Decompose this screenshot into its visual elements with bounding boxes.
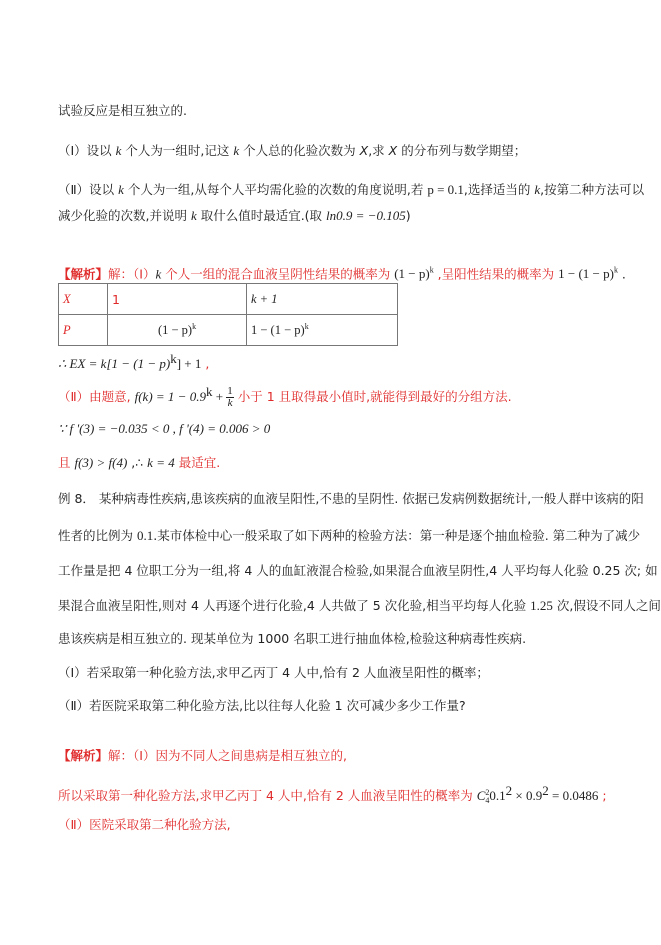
example-8-line-5 [58, 631, 526, 647]
math: f(k) = 1 − 0.9 [134, 389, 206, 405]
text: ,∴ [127, 455, 148, 470]
text: ,求 [368, 143, 389, 158]
text: 取什么值时最适宜.(取 [196, 208, 327, 223]
math: p = 0.1 [427, 182, 464, 197]
math: ] + 1 [176, 356, 202, 372]
superscript: 2 [485, 787, 490, 797]
exponent: k [613, 266, 618, 275]
math: k [233, 143, 240, 158]
math: k [534, 182, 541, 197]
solution-8-line-3 [58, 817, 231, 833]
math: k [190, 208, 197, 223]
denominator: k [227, 397, 233, 410]
text: ) [405, 208, 411, 223]
text: ,呈阳性结果的概率为 [433, 266, 559, 282]
table-cell [108, 315, 247, 346]
exponent: 2 [542, 783, 549, 798]
text: 个人为一组时,记这 [121, 143, 234, 158]
text: 减少化验的次数,并说明 [58, 208, 191, 223]
math: k [118, 182, 124, 197]
table-cell [247, 315, 398, 346]
expectation-line [58, 351, 209, 372]
table-row [59, 284, 398, 315]
solution-8-line-2 [58, 783, 607, 805]
text: （Ⅱ）若医院采取第二种化验方法,比以往每人化验 1 次可减少多少工作量? [58, 698, 466, 713]
text: 最适宜. [174, 455, 221, 470]
subscript: 4 [485, 795, 490, 805]
text: （Ⅰ）若采取第一种化验方法,求甲乙丙丁 4 人中,恰有 2 人血液呈阳性的概率； [58, 665, 489, 680]
text: 小于 1 且取得最小值时,就能得到最好的分组方法. [233, 389, 512, 405]
exponent: 2 [505, 783, 513, 798]
table-cell: X [59, 284, 108, 315]
table-row [59, 315, 398, 346]
math: X [359, 143, 369, 158]
text: 且 [58, 455, 75, 470]
math: 1.25 [530, 598, 553, 613]
text: （Ⅰ）设以 [58, 143, 116, 158]
line-text: 试验反应是相互独立的. [58, 103, 187, 118]
math: C [476, 788, 486, 804]
text: ; [598, 788, 607, 804]
answer-1-intro [58, 263, 626, 282]
exponent: k [192, 321, 197, 331]
text: （Ⅱ）由题意, [58, 389, 135, 405]
math-expr: 1 − (1 − p) [251, 323, 305, 338]
math: 0.1 [489, 788, 506, 804]
math: X [388, 143, 398, 158]
example-8-line-2 [58, 528, 640, 544]
question-part-1 [58, 143, 526, 159]
math: 0.1 [136, 528, 154, 543]
math: ln0.9 = −0.105 [326, 208, 406, 223]
exponent: k [429, 266, 434, 275]
text: 所以采取第一种化验方法,求甲乙丙丁 4 人中,恰有 2 人血液呈阳性的概率为 [58, 788, 477, 804]
text: 次,假设不同人之间 [552, 598, 661, 613]
text: 个人为一组,从每个人平均需化验的次数的角度说明,若 [123, 182, 428, 197]
text: 患该疾病是相互独立的. 现某单位为 1000 名职工进行抽血体检,检验这种病毒性疾病. [58, 631, 527, 646]
solution-8-line-1 [58, 748, 347, 764]
exponent: k [170, 351, 177, 366]
text: ,选择适当的 [463, 182, 535, 197]
text: 性者的比例为 [58, 528, 137, 543]
text: 的分布列与数学期望； [397, 143, 527, 158]
text: 个人总的化验次数为 [239, 143, 360, 158]
because-line [58, 421, 270, 437]
math: k = 4 [147, 455, 175, 470]
math [558, 266, 618, 281]
math-expr: (1 − p) [157, 323, 193, 338]
text: 解：（Ⅰ）因为不同人之间患病是相互独立的, [108, 748, 347, 763]
conclusion-line [58, 455, 220, 471]
math [394, 266, 434, 281]
question-8-part-2 [58, 698, 466, 714]
text: 工作量是把 4 位职工分为一组,将 4 人的血缸液混合检验,如果混合血液呈阴性,4 人平均每人化验 0.25 次; 如 [58, 563, 658, 578]
text: ,按第二种方法可以 [540, 182, 645, 197]
math: f(3) > f(4) [74, 455, 128, 470]
math: k [115, 143, 122, 158]
exponent: k [304, 321, 309, 331]
table-cell: k + 1 [247, 284, 398, 315]
answer-tag: 【解析】 [58, 748, 109, 763]
math: ∴ EX = k[1 − (1 − p) [58, 356, 171, 372]
text: .某市体检中心一般采取了如下两种的检验方法：第一种是逐个抽血检验. 第二种为了减少 [153, 528, 641, 543]
distribution-table [58, 283, 398, 346]
text: , [201, 356, 210, 372]
text-line-1 [58, 103, 187, 119]
question-part-2 [58, 182, 644, 198]
answer-tag: 【解析】 [58, 266, 109, 282]
math-expr: 1 − (1 − p) [558, 266, 614, 282]
math: = 0.0486 [548, 788, 599, 804]
numerator: 1 [227, 385, 233, 398]
math-expr: (1 − p) [394, 266, 430, 282]
math: ∵ f '(3) = −0.035 < 0 , f '(4) = 0.006 > 0 [58, 421, 271, 436]
text: （Ⅱ）医院采取第二种化验方法, [58, 817, 231, 832]
math: × 0.9 [512, 788, 543, 804]
math: k [155, 266, 162, 282]
text: 个人一组的混合血液呈阴性结果的概率为 [161, 266, 395, 282]
example-8-line-3 [58, 563, 658, 579]
table-cell: P [59, 315, 108, 346]
text: （Ⅱ）设以 [58, 182, 119, 197]
question-part-2-cont [58, 208, 411, 224]
text: 果混合血液呈阳性,则对 4 人再逐个进行化验,4 人共做了 5 次化验,相当平均每人化验 [58, 598, 531, 613]
fraction [226, 386, 234, 409]
text: 解：（Ⅰ） [108, 266, 156, 282]
example-8-line-4 [58, 598, 661, 614]
table-cell: 1 [108, 284, 247, 315]
text: 例 8． 某种病毒性疾病,患该疾病的血液呈阳性,不患的呈阴性. 依据已发病例数据统计,一般人群中该病的阳 [58, 491, 644, 506]
example-8-line-1 [58, 491, 644, 507]
question-8-part-1 [58, 665, 489, 681]
exponent: k [205, 384, 213, 399]
answer-2-intro [58, 384, 512, 409]
math: + [212, 389, 227, 405]
text: . [617, 266, 626, 282]
